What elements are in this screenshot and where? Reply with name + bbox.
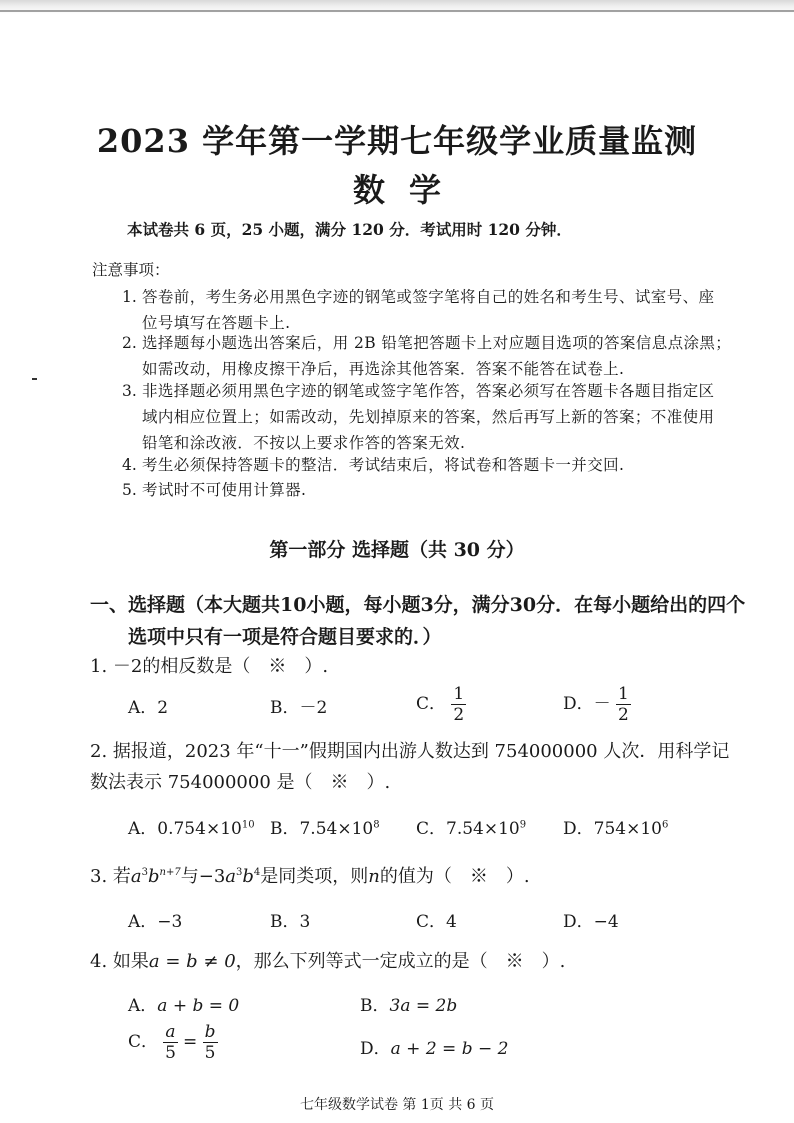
notice-number: 5. — [122, 481, 137, 499]
math-expression: a + 2 = b − 2 — [390, 1039, 509, 1059]
fraction — [163, 1022, 177, 1063]
q3-option-c: C．4 — [416, 912, 457, 932]
notice-number: 1. — [122, 288, 137, 306]
q3-option-b: B．3 — [270, 912, 311, 932]
section-line: 一、选择题（本大题共10小题，每小题3分，满分30分．在每小题给出的四个 — [90, 594, 746, 616]
q4-option-a — [128, 991, 239, 1016]
section-title — [90, 589, 750, 653]
option-label: D．－ — [563, 694, 611, 714]
numerator: a — [165, 1022, 176, 1042]
option-label: B． — [360, 996, 390, 1016]
question-3-stem — [90, 862, 530, 888]
option-text: C．7.54×10 — [416, 819, 520, 839]
exponent: 8 — [373, 819, 380, 831]
notice-line: 如需改动，用橡皮擦干净后，再选涂其他答案．答案不能答在试卷上. — [142, 360, 625, 378]
variable: a — [225, 866, 237, 887]
page-footer: 七年级数学试卷 第 1页 共 6 页 — [299, 1097, 495, 1113]
q4-option-d — [360, 1034, 508, 1059]
variable: n — [368, 866, 380, 887]
notice-line: 考试时不可使用计算器. — [142, 481, 307, 499]
option-text: B．7.54×10 — [270, 819, 374, 839]
numerator: b — [204, 1022, 216, 1042]
exponent: 10 — [241, 819, 255, 831]
notice-item — [122, 378, 762, 456]
scan-edge — [0, 0, 794, 14]
notice-number: 4. — [122, 456, 137, 474]
equals-sign: = — [182, 1032, 198, 1052]
q3-option-a: A．−3 — [128, 912, 183, 932]
scan-mark — [32, 378, 37, 380]
question-4-stem — [90, 947, 565, 973]
math-expression: 3a = 2b — [389, 996, 458, 1016]
stem-text: 是同类项，则 — [260, 866, 369, 887]
section-line: 选项中只有一项是符合题目要求的．） — [128, 626, 442, 648]
stem-text: 的值为（ ※ ）. — [379, 866, 530, 887]
stem-text: 与−3 — [180, 866, 226, 887]
q2-option-c — [416, 814, 526, 839]
q1-option-d — [563, 684, 631, 725]
notice-item — [122, 284, 762, 336]
notice-line: 位号填写在答题卡上. — [142, 314, 291, 332]
denominator: 5 — [204, 1043, 216, 1063]
variable: a — [130, 866, 142, 887]
exponent: 9 — [519, 819, 527, 831]
option-text: A．0.754×10 — [128, 819, 242, 839]
variable: b — [242, 866, 254, 887]
question-2-line2: 数法表示 754000000 是（ ※ ）. — [90, 772, 391, 793]
notice-line: 答卷前，考生务必用黑色字迹的钢笔或签字笔将自己的姓名和考生号、试室号、座 — [142, 288, 715, 306]
notice-heading: 注意事项： — [92, 261, 170, 279]
option-label: C． — [416, 694, 447, 714]
q2-option-d — [563, 814, 668, 839]
denominator: 2 — [618, 705, 629, 725]
denominator: 5 — [165, 1043, 176, 1063]
exam-intro: 本试卷共 6 页，25 小题，满分 120 分．考试用时 120 分钟． — [127, 220, 572, 239]
q4-option-c — [128, 1022, 218, 1063]
fraction — [203, 1022, 218, 1063]
exponent: 4 — [253, 867, 261, 878]
math-expression: a = b ≠ 0 — [148, 951, 236, 972]
denominator: 2 — [453, 705, 465, 725]
q1-option-b: B．－2 — [270, 698, 328, 718]
notice-number: 3. — [122, 382, 137, 400]
notice-item — [122, 330, 762, 382]
q2-option-b — [270, 814, 380, 839]
q4-option-b — [360, 991, 457, 1016]
option-text: D．754×10 — [563, 819, 662, 839]
part-title: 第一部分 选择题（共 30 分） — [269, 539, 525, 561]
math-expression: a + b = 0 — [157, 996, 240, 1016]
notice-line: 选择题每小题选出答案后，用 2B 铅笔把答题卡上对应题目选项的答案信息点涂黑； — [142, 334, 732, 352]
exponent: 6 — [661, 819, 669, 831]
variable: b — [148, 866, 160, 887]
exponent: 3 — [141, 867, 149, 878]
q2-option-a — [128, 814, 255, 839]
notice-line: 非选择题必须用黑色字迹的钢笔或签字笔作答，答案必须写在答题卡各题目指定区 — [142, 382, 715, 400]
notice-line: 考生必须保持答题卡的整洁．考试结束后，将试卷和答题卡一并交回. — [142, 456, 625, 474]
notice-line: 铅笔和涂改液．不按以上要求作答的答案无效. — [142, 434, 466, 452]
numerator: 1 — [618, 684, 629, 704]
q3-option-d: D．−4 — [563, 912, 619, 932]
fraction — [451, 684, 466, 725]
exam-title: 2023 学年第一学期七年级学业质量监测 — [96, 122, 698, 160]
notice-item — [122, 452, 762, 478]
exponent: 3 — [236, 867, 243, 878]
stem-text: 4. 如果 — [90, 951, 149, 972]
exponent: n+7 — [159, 867, 181, 878]
notice-item — [122, 477, 762, 503]
option-label: C． — [128, 1032, 159, 1052]
subject-title: 数学 — [352, 171, 465, 209]
notice-line: 域内相应位置上；如需改动，先划掉原来的答案，然后再写上新的答案；不准使用 — [142, 408, 715, 426]
option-label: A． — [128, 996, 158, 1016]
question-2-line1: 2. 据报道，2023 年“十一”假期国内出游人数达到 754000000 人次．用科学记 — [90, 741, 730, 762]
question-1-stem: 1. －2的相反数是（ ※ ）. — [90, 656, 329, 677]
option-label: D． — [360, 1039, 391, 1059]
stem-text: ，那么下列等式一定成立的是（ ※ ）. — [235, 951, 566, 972]
notice-number: 2. — [122, 334, 137, 352]
fraction — [616, 684, 631, 725]
q1-option-a: A．2 — [128, 698, 169, 718]
stem-text: 3. 若 — [90, 866, 131, 887]
numerator: 1 — [453, 684, 465, 704]
q1-option-c — [416, 684, 466, 725]
